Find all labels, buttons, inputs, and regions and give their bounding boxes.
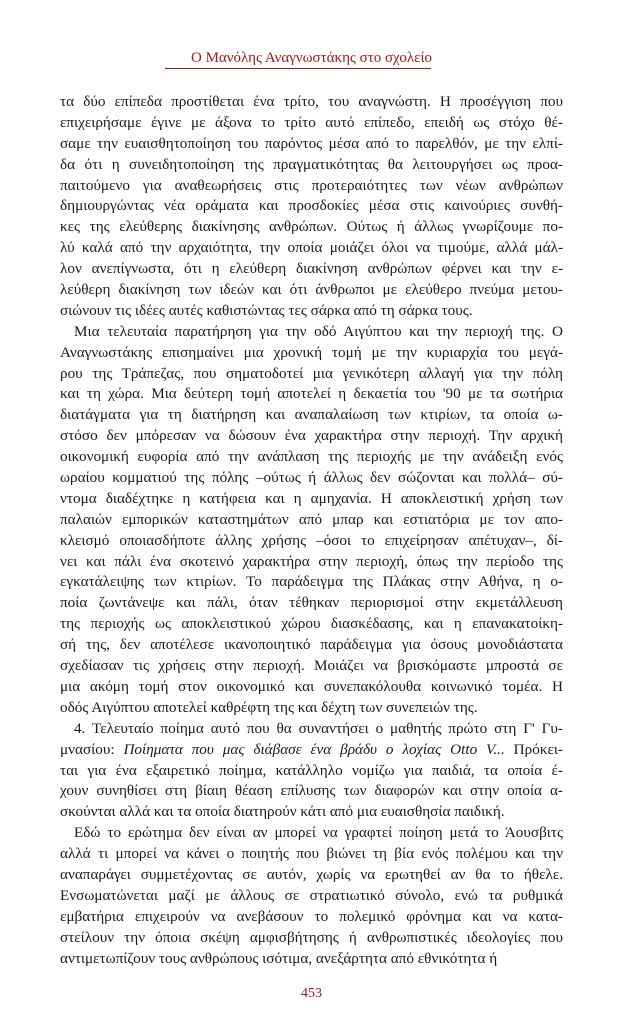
- text-line: ντομα διαδέχτηκε η κατήφεια και η αμηχανία. Η αποκλειστική χρήση των: [60, 489, 563, 507]
- text-line: ται για ένα εξαιρετικό ποίημα, κατάλληλο νομίζω για παιδιά, τα οποία έ-: [60, 761, 563, 779]
- text-line: αντιμετωπίζουν τους ανθρώπους ισότιμα, ανεξάρτητα από εθνικότητα ή: [60, 949, 498, 967]
- text-line: παλαιών εμπορικών καταστημάτων από μπαρ και εστιατόρια με τον απο-: [60, 510, 563, 528]
- text-line: σιώνουν τις ιδέες αυτές καθιστώντας τες σάρκα από τη σάρκα τους.: [60, 301, 473, 319]
- text-line: οικονομική ευφορία από την ανάπλαση της περιοχής με την ανάδειξη ενός: [60, 448, 563, 466]
- text-line: εμβατήρια επιχειρούν να ανεβάσουν το πολεμικό φρόνημα και να κατα-: [60, 907, 563, 925]
- text-line: 4. Τελευταίο ποίημα αυτό που θα συναντήσει ο μαθητής πρώτο στη Γ' Γυ-: [74, 719, 563, 737]
- page-number: 453: [301, 986, 322, 1001]
- text-line: λύ καλά από την αρχαιότητα, την οποία μοιάζει όλοι να τιμούμε, αλλά μάλ-: [60, 239, 563, 257]
- text-line: διατάγματα για τη διατήρηση και αναπαλαίωση των κτιρίων, τα οποία ω-: [60, 406, 563, 424]
- text-line: Εδώ το ερώτημα δεν είναι αν μπορεί να γραφτεί ποίηση μετά το Άουσβιτς: [74, 824, 563, 842]
- text-line: επιχειρήσαμε έγινε με άξονα το τρίτο αυτό επίπεδο, επειδή ως στόχο θέ-: [60, 113, 563, 131]
- text-line: σκούνται αλλά και τα οποία διατηρούν κάτι από μια ευαισθησία παιδική.: [60, 803, 505, 821]
- text-line: σχεδίασαν τις χρήσεις στην περιοχή. Μοιάζει να βρισκόμαστε μπροστά σε: [60, 657, 563, 675]
- text-line: στόσο δεν μπόρεσαν να δώσουν ένα χαρακτήρα στην περιοχή. Την αρχική: [60, 427, 563, 445]
- text-line: ρου της Τράπεζας, που σηματοδοτεί μια γενικότερη αλλαγή για την πόλη: [60, 364, 563, 382]
- text-line: χουν συνηθίσει στη βίαιη θέαση επίλυσης των διαφορών και στην οποία α-: [60, 782, 563, 800]
- text-line: κλεισμό οποιασδήποτε άλλης χρήσης –όσοι το επιχείρησαν απέτυχαν–, δί-: [60, 531, 563, 549]
- text-line: δα ότι η συνειδητοποίηση της πραγματικότητας θα λειτουργήσει ως προα-: [60, 155, 563, 173]
- text-line: μνασίου: Ποίηματα που μας διάβασε ένα βράδυ ο λοχίας Otto V... Πρόκει-: [60, 740, 563, 758]
- text-line: τα δύο επίπεδα προστίθεται ένα τρίτο, του αναγνώστη. Η προσέγγιση που: [60, 93, 563, 110]
- text-line: λον ανεπίγνωστα, ότι η ελεύθερη διακίνηση ανθρώπων φέρνει και την ε-: [60, 260, 563, 278]
- text-line: κες της ελεύθερης διακίνησης ανθρώπων. Ούτως ή άλλως γνωρίζουμε πο-: [60, 218, 563, 236]
- text-line: οδός Αιγύπτου αποτελεί καθρέφτη της και δέχτη των συνεπειών της.: [60, 698, 478, 716]
- text-line: Ενσωματώνεται μαζί με άλλους σε στρατιωτικό σύνολο, ενώ τα ρυθμικά: [60, 886, 563, 904]
- text-line: σαμε την ευαισθητοποίηση του παρόντος μέσα από το παρελθόν, με την ελπί-: [60, 134, 563, 152]
- body-text: [60, 92, 563, 969]
- text-line: σή της, δεν αποτέλεσε ικανοποιητικό παράδειγμα για όσους μονοδιάστατα: [60, 636, 563, 654]
- text-line: λεύθερη διακίνηση των ιδεών και ότι άνθρωποι με ελεύθερο πνεύμα μετου-: [60, 281, 563, 299]
- text-line: Μια τελευταία παρατήρηση για την οδό Αιγύπτου και την περιοχή της. Ο: [74, 322, 563, 340]
- text-line: Αναγνωστάκης επισημαίνει μια χρονική τομή με την κυριαρχία του μεγά-: [60, 343, 563, 361]
- text-line: ποία ζωντάνεψε και πάλι, όταν τέθηκαν περιορισμοί στην εκμετάλλευση: [60, 594, 563, 612]
- text-line: και τη χώρα. Μια δεύτερη τομή αποτελεί η δεκαετία του '90 με τα σωτήρια: [60, 385, 563, 403]
- text-line: αναπαράγει συμμετέχοντας σε αυτόν, χωρίς να ερωτηθεί αν θα το ήθελε.: [60, 865, 563, 883]
- text-line: δημιουργώντας νέα οράματα και προσδοκίες μέσα στις καινούριες συνθή-: [60, 197, 563, 215]
- text-line: νει και πάλι ένα σκοτεινό χαρακτήρα στην περιοχή, όπως την περίοδο της: [60, 552, 563, 570]
- text-line: παιτούμενο για αναθεωρήσεις στις προτεραιότητες των νέων ανθρώπων: [60, 176, 563, 194]
- text-line: εγκατάλειψης των κτιρίων. Το παράδειγμα της Πλάκας στην Αθήνα, η ο-: [60, 573, 563, 591]
- text-line: της περιοχής ως αποκλειστικού χώρου διασκέδασης, και η επανακατοίκη-: [60, 615, 563, 633]
- text-line: αλλά τι μπορεί να κάνει ο ποιητής που βιώνει τη βία ενός πολέμου και την: [60, 845, 563, 863]
- running-header: Ο Μανόλης Αναγνωστάκης στο σχολείο: [190, 50, 432, 66]
- text-line: μια ακόμη τομή στον οικονομικό και συνεπακόλουθα κοινωνικό τομέα. Η: [60, 677, 563, 695]
- header-rule: [165, 68, 431, 69]
- text-line: ωραίου κομματιού της πόλης –ούτως ή άλλως δεν σώζονται και πολλά– σύ-: [60, 469, 563, 487]
- text-line: στείλουν την όποια σκέψη αμφισβήτησης ή ανθρωπιστικές ιδεολογίες που: [60, 928, 563, 946]
